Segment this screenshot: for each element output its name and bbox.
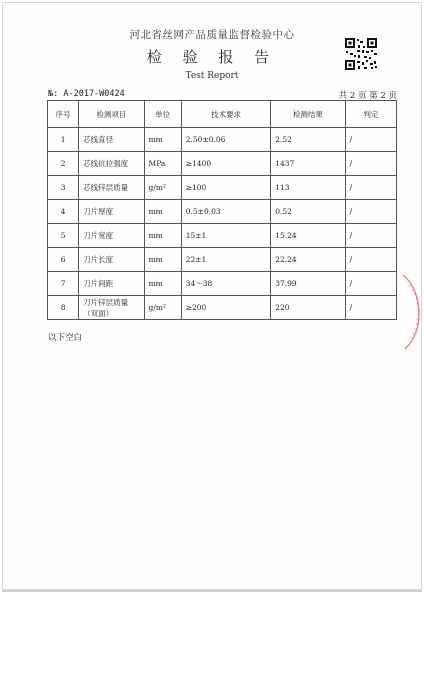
- row-result: 37.99: [271, 272, 345, 296]
- col-judgement: 判定: [345, 101, 396, 128]
- row-requirement: 22±1: [181, 248, 271, 272]
- table-row: [48, 152, 397, 176]
- table-header-row: [48, 101, 397, 128]
- row-no: 3: [48, 176, 79, 200]
- row-judgement: /: [345, 128, 396, 152]
- row-unit: MPa: [144, 152, 181, 176]
- results-table: [47, 100, 397, 320]
- row-unit: mm: [144, 200, 181, 224]
- row-unit: mm: [144, 128, 181, 152]
- row-judgement: /: [345, 248, 396, 272]
- row-result: 1437: [271, 152, 345, 176]
- row-judgement: /: [345, 176, 396, 200]
- report-number: №: A-2017-W0424: [48, 89, 125, 99]
- row-item: 刀片宽度: [79, 224, 144, 248]
- table-row: [48, 296, 397, 320]
- row-unit: g/m²: [144, 296, 181, 320]
- row-no: 4: [48, 200, 79, 224]
- row-judgement: /: [345, 200, 396, 224]
- col-unit: 单位: [144, 101, 181, 128]
- row-no: 6: [48, 248, 79, 272]
- table-row: [48, 200, 397, 224]
- row-no: 8: [48, 296, 79, 320]
- row-requirement: ≥200: [181, 296, 271, 320]
- col-result: 检测结果: [271, 101, 345, 128]
- org-name: 河北省丝网产品质量监督检验中心: [129, 29, 295, 41]
- col-item: 检测项目: [79, 101, 144, 128]
- row-judgement: /: [345, 272, 396, 296]
- row-requirement: 34～38: [181, 272, 271, 296]
- blank-below-note: 以下空白: [48, 333, 83, 343]
- report-title-en: Test Report: [185, 71, 239, 81]
- row-requirement: 15±1: [181, 224, 271, 248]
- row-unit: mm: [144, 272, 181, 296]
- row-item: 刀片长度: [79, 248, 144, 272]
- row-item: 刀片锌层质量（双面）: [79, 296, 144, 320]
- row-requirement: ≥1400: [181, 152, 271, 176]
- row-requirement: ≥100: [181, 176, 271, 200]
- row-judgement: /: [345, 296, 396, 320]
- seal-stamp-icon: [401, 271, 422, 351]
- row-item: 芯线抗拉强度: [79, 152, 144, 176]
- row-item: 刀片间距: [79, 272, 144, 296]
- row-no: 2: [48, 152, 79, 176]
- page-info: 共 2 页 第 2 页: [338, 91, 397, 101]
- report-page: [2, 2, 422, 590]
- row-unit: mm: [144, 224, 181, 248]
- table-row: [48, 272, 397, 296]
- table-row: [48, 248, 397, 272]
- table-row: [48, 128, 397, 152]
- row-result: 0.52: [271, 200, 345, 224]
- col-no: 序号: [48, 101, 79, 128]
- row-result: 15.24: [271, 224, 345, 248]
- row-no: 5: [48, 224, 79, 248]
- table-row: [48, 176, 397, 200]
- row-result: 220: [271, 296, 345, 320]
- row-item: 芯线直径: [79, 128, 144, 152]
- row-result: 2.52: [271, 128, 345, 152]
- row-result: 22.24: [271, 248, 345, 272]
- row-judgement: /: [345, 224, 396, 248]
- row-result: 113: [271, 176, 345, 200]
- row-unit: g/m²: [144, 176, 181, 200]
- row-no: 7: [48, 272, 79, 296]
- row-no: 1: [48, 128, 79, 152]
- row-requirement: 2.50±0.06: [181, 128, 271, 152]
- row-item: 芯线锌层质量: [79, 176, 144, 200]
- row-judgement: /: [345, 152, 396, 176]
- table-row: [48, 224, 397, 248]
- row-item: 刀片厚度: [79, 200, 144, 224]
- col-requirement: 技术要求: [181, 101, 271, 128]
- row-unit: mm: [144, 248, 181, 272]
- report-title: 检 验 报 告: [146, 48, 278, 66]
- row-requirement: 0.5±0.03: [181, 200, 271, 224]
